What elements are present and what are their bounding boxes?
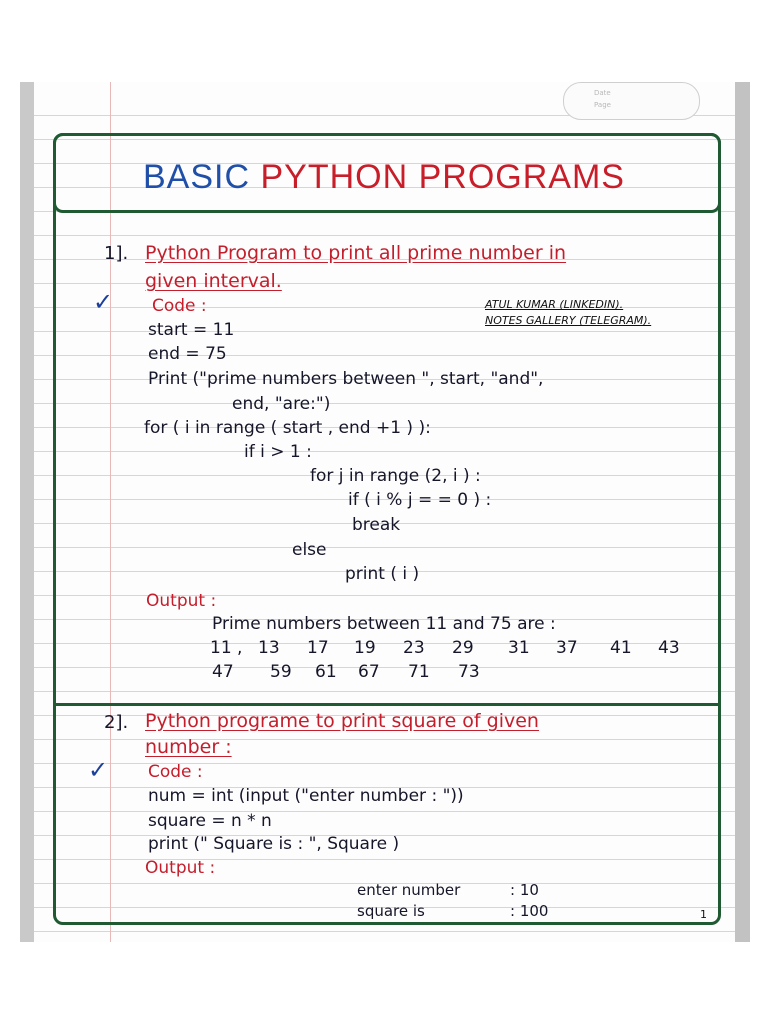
page-number: 1 bbox=[700, 908, 707, 921]
program2-output-result: square is bbox=[357, 902, 425, 920]
date-label: Date bbox=[594, 89, 611, 97]
prime-value: 41 bbox=[610, 638, 632, 658]
title-word-basic: BASIC bbox=[143, 158, 251, 196]
attribution-telegram: NOTES GALLERY (TELEGRAM). bbox=[485, 314, 652, 327]
code-line: if ( i % j = = 0 ) : bbox=[348, 490, 492, 510]
code-line: for ( i in range ( start , end +1 ) ): bbox=[144, 418, 431, 438]
program1-output-line1: Prime numbers between 11 and 75 are : bbox=[212, 614, 556, 634]
program2-output-prompt-value: : 10 bbox=[510, 881, 539, 899]
code-line: Print ("prime numbers between ", start, "and", bbox=[148, 369, 544, 389]
checkmark-icon: ✓ bbox=[93, 288, 114, 316]
code-line: print ( i ) bbox=[345, 564, 420, 584]
date-page-stamp bbox=[563, 82, 700, 120]
section-divider bbox=[55, 703, 719, 706]
code-line: break bbox=[352, 515, 401, 535]
program1-number: 1]. bbox=[104, 243, 129, 264]
prime-value: 19 bbox=[354, 638, 376, 658]
page-edge-right bbox=[735, 82, 750, 942]
code-line: end, "are:") bbox=[232, 394, 331, 414]
program1-output-label: Output : bbox=[146, 591, 217, 611]
program1-heading-line1: Python Program to print all prime number in bbox=[145, 242, 567, 264]
program2-heading-line1: Python programe to print square of given bbox=[145, 710, 539, 732]
page-title bbox=[0, 158, 768, 197]
program1-heading-line2: given interval. bbox=[145, 270, 282, 292]
prime-value: 67 bbox=[358, 662, 380, 682]
program2-code-label: Code : bbox=[148, 762, 203, 782]
page-edge-left bbox=[20, 82, 34, 942]
prime-value: 31 bbox=[508, 638, 530, 658]
code-line: else bbox=[292, 540, 327, 560]
code-line: end = 75 bbox=[148, 344, 227, 364]
code-line: square = n * n bbox=[148, 811, 272, 831]
title-word-python-programs: PYTHON PROGRAMS bbox=[260, 158, 625, 196]
code-line: start = 11 bbox=[148, 320, 235, 340]
prime-value: 61 bbox=[315, 662, 337, 682]
prime-value: 59 bbox=[270, 662, 292, 682]
prime-value: 37 bbox=[556, 638, 578, 658]
prime-value: 73 bbox=[458, 662, 480, 682]
program1-code-label: Code : bbox=[152, 296, 207, 316]
attribution-linkedin: ATUL KUMAR (LINKEDIN). bbox=[485, 298, 624, 311]
prime-value: 47 bbox=[212, 662, 234, 682]
checkmark-icon: ✓ bbox=[88, 756, 109, 784]
program2-output-label: Output : bbox=[145, 858, 216, 878]
prime-value: 71 bbox=[408, 662, 430, 682]
page-label: Page bbox=[594, 101, 611, 109]
program2-heading-line2: number : bbox=[145, 736, 232, 758]
code-line: for j in range (2, i ) : bbox=[310, 466, 481, 486]
program2-output-prompt: enter number bbox=[357, 881, 461, 899]
prime-value: 13 bbox=[258, 638, 280, 658]
prime-value: 29 bbox=[452, 638, 474, 658]
code-line: num = int (input ("enter number : ")) bbox=[148, 786, 464, 806]
code-line: print (" Square is : ", Square ) bbox=[148, 834, 400, 854]
prime-value: 11 , bbox=[210, 638, 243, 658]
prime-value: 17 bbox=[307, 638, 329, 658]
program2-output-result-value: : 100 bbox=[510, 902, 549, 920]
prime-value: 23 bbox=[403, 638, 425, 658]
program2-number: 2]. bbox=[104, 712, 129, 733]
prime-value: 43 bbox=[658, 638, 680, 658]
code-line: if i > 1 : bbox=[244, 442, 312, 462]
